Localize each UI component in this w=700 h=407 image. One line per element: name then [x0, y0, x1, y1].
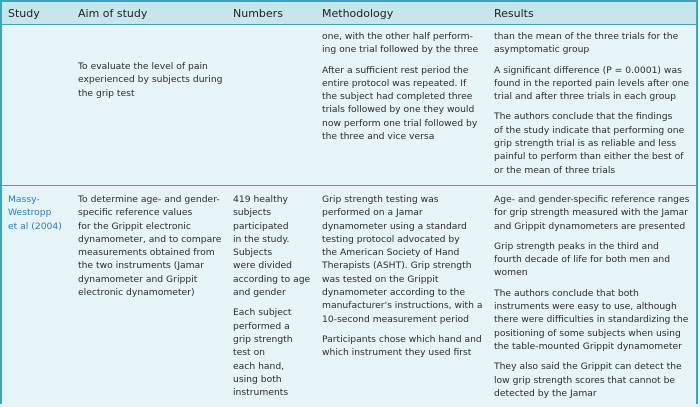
paragraph: [494, 287, 694, 353]
text-line: women: [494, 267, 528, 279]
text-line: dynamometer according to the: [322, 287, 465, 299]
text-line: 419 healthy: [233, 194, 288, 205]
cell-results: [494, 30, 694, 184]
text-line: grip strength: [233, 333, 293, 345]
text-line: instruments: [233, 387, 289, 399]
text-line: according to age: [233, 273, 311, 285]
paragraph: [494, 240, 694, 280]
text-line: and Grippit dynamometers are presented: [494, 220, 686, 232]
text-line: instruments were easy to use, although: [494, 301, 677, 313]
text-line: The authors conclude that both: [494, 287, 639, 299]
text-line: Each subject: [233, 307, 292, 319]
paragraph: [494, 64, 694, 104]
text-line: dynamometer, and to compare: [78, 233, 222, 245]
cell-aim: [78, 193, 228, 299]
text-line: there were difficulties in standardizing the: [494, 314, 689, 326]
text-line: entire protocol was repeated. If: [322, 77, 467, 89]
text-line: grip strength trial is as reliable and less: [494, 138, 677, 150]
table-row: [2, 25, 696, 184]
text-line: painful to perform than either the best of: [494, 151, 684, 163]
text-line: in the study.: [233, 233, 290, 245]
header-numbers: Numbers: [233, 7, 283, 20]
text-line: They also said the Grippit can detect the: [494, 361, 682, 373]
text-line: using both: [233, 373, 282, 385]
text-line: Massy-: [8, 194, 40, 205]
paragraph: [494, 193, 694, 233]
header-study: Study: [8, 7, 40, 20]
cell-aim: [78, 60, 228, 100]
text-line: were divided: [233, 260, 293, 272]
text-line: and gender: [233, 287, 286, 299]
table-row: [2, 185, 696, 407]
paragraph: [494, 110, 694, 176]
text-line: the three and vice versa: [322, 131, 435, 143]
text-line: than the mean of the three trials for the: [494, 31, 679, 42]
text-line: the grip test: [78, 87, 135, 99]
text-line: subjects: [233, 207, 272, 219]
header-aim: Aim of study: [78, 7, 148, 20]
text-line: trial and after three trials in each group: [494, 91, 676, 103]
text-line: After a sufficient rest period the: [322, 64, 469, 76]
text-line: dynamometer and Grippit: [78, 273, 198, 285]
text-line: or the mean of three trials: [494, 164, 616, 176]
text-line: detected by the Jamar: [494, 387, 597, 399]
text-line: for grip strength measured with the Jamar: [494, 207, 689, 219]
text-line: trials followed by one they would: [322, 104, 475, 116]
text-line: which instrument they used first: [322, 347, 472, 359]
text-line: dynamometer using a standard: [322, 220, 467, 232]
text-line: Westropp: [8, 207, 52, 219]
text-line: measurements obtained from: [78, 247, 215, 259]
text-line: experienced by subjects during: [78, 74, 223, 86]
header-methodology: Methodology: [322, 7, 394, 20]
paragraph: [233, 193, 317, 299]
text-line: ing one trial followed by the three: [322, 44, 479, 56]
table-header: [2, 2, 696, 25]
text-line: Grip strength peaks in the third and: [494, 240, 659, 252]
text-line: A significant difference (P = 0.0001) was: [494, 64, 682, 76]
text-line: the table-mounted Grippit dynamometer: [494, 340, 682, 352]
text-line: now perform one trial followed by: [322, 117, 478, 129]
text-line: The authors conclude that the findings: [494, 111, 673, 123]
text-line: the subject had completed three: [322, 91, 473, 103]
text-line: To determine age- and gender-: [78, 194, 220, 205]
cell-results: [494, 193, 694, 407]
header-results: Results: [494, 7, 534, 20]
text-line: the two instruments (Jamar: [78, 260, 205, 272]
text-line: was tested on the Grippit: [322, 273, 439, 285]
paragraph: [494, 360, 694, 400]
text-line: positioning of some subjects when using: [494, 327, 681, 339]
text-line: the American Society of Hand: [322, 247, 460, 259]
text-line: electronic dynamometer): [78, 287, 195, 299]
text-line: et al (2004): [8, 220, 62, 232]
text-line: low grip strength scores that cannot be: [494, 374, 676, 386]
text-line: specific reference values: [78, 207, 193, 219]
text-line: of the study indicate that performing one: [494, 124, 685, 136]
paragraph: [233, 306, 317, 399]
text-line: asymptomatic group: [494, 44, 590, 56]
text-line: performed a: [233, 320, 290, 332]
paragraph: [322, 30, 490, 57]
text-line: 10-second measurement period: [322, 313, 469, 325]
text-line: found in the reported pain levels after one: [494, 77, 690, 89]
text-line: To evaluate the level of pain: [78, 61, 208, 72]
text-line: Age- and gender-specific reference ranges: [494, 194, 690, 205]
text-line: testing protocol advocated by: [322, 233, 460, 245]
cell-methodology: [322, 193, 490, 367]
text-line: fourth decade of life for both men and: [494, 254, 671, 266]
paragraph: [322, 193, 490, 326]
text-line: manufacturer's instructions, with a: [322, 300, 483, 312]
cell-numbers: [233, 193, 317, 406]
text-line: Participants chose which hand and: [322, 333, 482, 345]
cell-study-link[interactable]: [8, 193, 74, 233]
text-line: one, with the other half perform-: [322, 31, 473, 42]
text-line: for the Grippit electronic: [78, 220, 191, 232]
text-line: Therapists (ASHT). Grip strength: [322, 260, 472, 272]
text-line: performed on a Jamar: [322, 207, 423, 219]
text-line: Grip strength testing was: [322, 194, 439, 205]
cell-methodology: [322, 30, 490, 150]
text-line: each hand,: [233, 360, 285, 372]
text-line: test on: [233, 347, 266, 359]
paragraph: [494, 30, 694, 57]
text-line: Subjects: [233, 247, 273, 259]
text-line: participated: [233, 220, 289, 232]
paragraph: [322, 64, 490, 144]
paragraph: [322, 333, 490, 360]
